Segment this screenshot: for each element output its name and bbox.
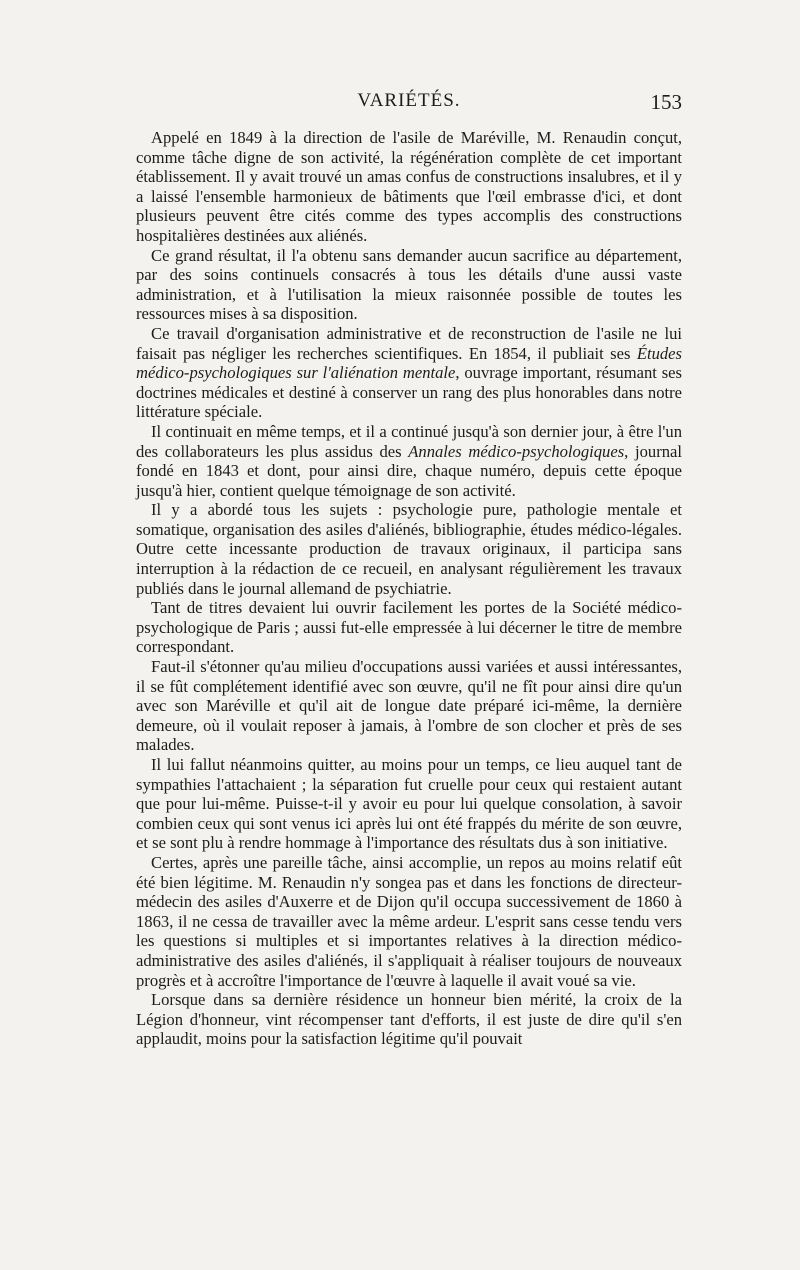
journal-title: Annales médico-psychologiques [408, 441, 625, 461]
page-number: 153 [650, 90, 682, 114]
paragraph: Il continuait en même temps, et il a continué jusqu'à son dernier jour, à être l'un des collaborateurs les plus assidus des Annales médico-psychologiques, journal fondé en 1843 et dont, pour ainsi dire, chaque numéro, depuis cette époque jusqu'à hier, contient quelque témoignage de son activité. [136, 421, 682, 500]
paragraph: Il lui fallut néanmoins quitter, au moins pour un temps, ce lieu auquel tant de sympathies l'attachaient ; la séparation fut cruelle pour ceux qui restaient autant que pour lui-même. Puisse-t-il y avoir eu pour lui quelque consolation, à savoir combien ceux qui sont venus ici après lui ont été frappés du mérite de son œuvre, et se sont plu à rendre hommage à l'importance des résultats dus à son initiative. [136, 755, 682, 853]
paragraph: Ce grand résultat, il l'a obtenu sans demander aucun sacrifice au département, par des soins continuels consacrés à tous les détails d'une aussi vaste administration, et à l'utilisation la mieux raisonnée possible de toutes les ressources mises à sa disposition. [136, 245, 682, 324]
paragraph: Il y a abordé tous les sujets : psychologie pure, pathologie mentale et somatique, organisation des asiles d'aliénés, bibliographie, études médico-légales. Outre cette incessante production de travaux originaux, il participa sans interruption à la rédaction de ce recueil, en analysant régulièrement les travaux publiés dans le journal allemand de psychiatrie. [136, 500, 682, 598]
paragraph: Tant de titres devaient lui ouvrir facilement les portes de la Société médico-psychologique de Paris ; aussi fut-elle empressée à lui décerner le titre de membre correspondant. [136, 598, 682, 657]
paragraph: Certes, après une pareille tâche, ainsi accomplie, un repos au moins relatif eût été bien légitime. M. Renaudin n'y songea pas et dans les fonctions de directeur-médecin des asiles d'Auxerre et de Dijon qu'il occupa successivement de 1860 à 1863, il ne cessa de travailler avec la même ardeur. L'esprit sans cesse tendu vers les questions si multiples et si importantes relatives à la direction médico-administrative des asiles d'aliénés, il s'appliquait à réaliser toujours de nouveaux progrès et à accroître l'importance de l'œuvre à laquelle il avait voué sa vie. [136, 852, 682, 990]
paragraph: Ce travail d'organisation administrative et de reconstruction de l'asile ne lui faisait pas négliger les recherches scientifiques. En 1854, il publiait ses Études médico-psychologiques sur l'aliénation mentale, ouvrage important, résumant ses doctrines médicales et destiné à conserver un rang des plus honorables dans notre littérature spéciale. [136, 323, 683, 422]
paragraph: Appelé en 1849 à la direction de l'asile de Maréville, M. Renaudin conçut, comme tâche digne de son activité, la régénération complète de cet important établissement. Il y avait trouvé un amas confus de constructions insalubres, et il y a laissé l'ensemble harmonieux de bâtiments que l'œil embrasse d'ici, et dont plusieurs peuvent être cités comme des types accomplis des constructions hospitalières destinées aux aliénés. [136, 128, 682, 245]
paragraph: Lorsque dans sa dernière résidence un honneur bien mérité, la croix de la Légion d'honneur, vint récompenser tant d'efforts, il est juste de dire qu'il s'en applaudit, moins pour la satisfaction légitime qu'il pouvait [136, 990, 682, 1049]
book-title: Études médico-psychologiques sur l'aliénation mentale [136, 343, 682, 383]
body-text [136, 128, 682, 1049]
paragraph: Faut-il s'étonner qu'au milieu d'occupations aussi variées et aussi intéressantes, il se fût complétement identifié avec son œuvre, qu'il ne fît pour ainsi dire qu'un avec son Maréville et qu'il ait de longue date préparé ici-même, la dernière demeure, où il voulait reposer à jamais, à l'ombre de son clocher et près de ses malades. [136, 657, 682, 755]
running-title: VARIÉTÉS. [357, 90, 461, 111]
page-header [136, 90, 682, 120]
